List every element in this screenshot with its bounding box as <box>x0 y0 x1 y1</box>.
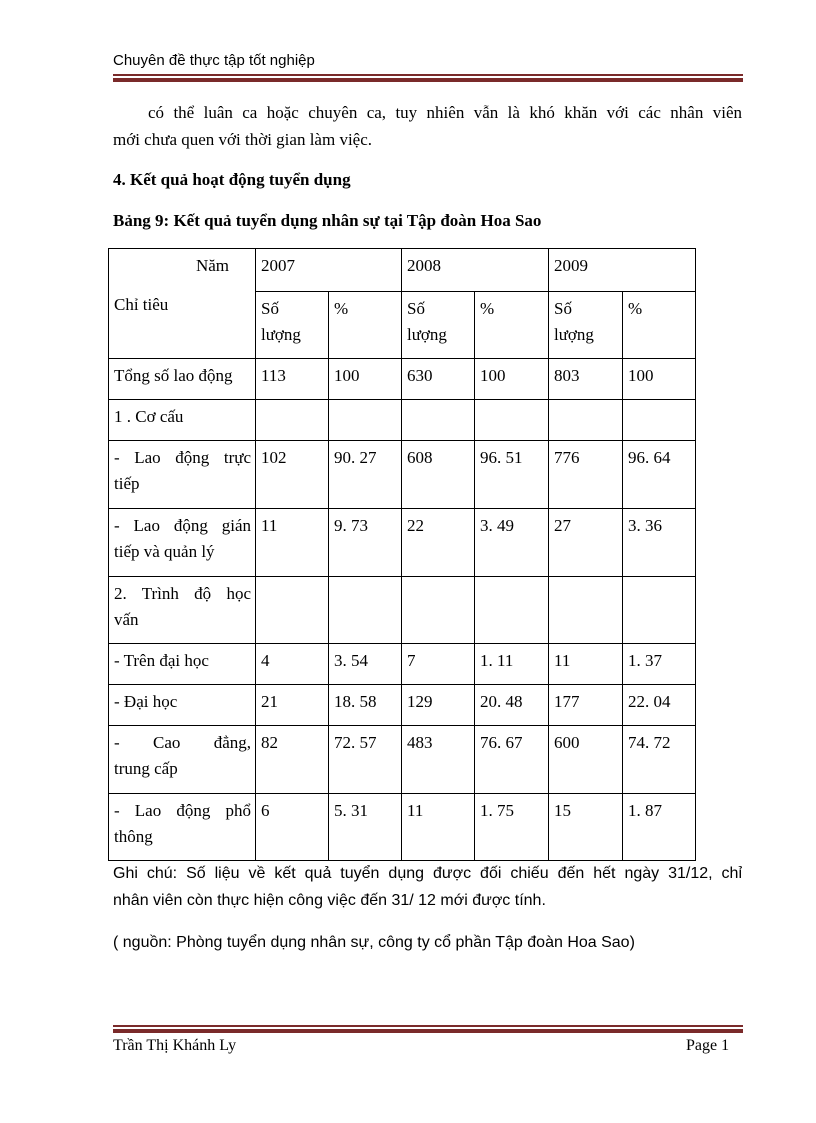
table-title: Bảng 9: Kết quả tuyển dụng nhân sự tại Tập đoàn Hoa Sao <box>113 211 542 230</box>
row-label: - Lao động gián tiếp và quản lý <box>109 509 256 577</box>
table-cell: 21 <box>256 685 329 726</box>
footer-author: Trần Thị Khánh Ly <box>113 1037 237 1054</box>
table-cell <box>329 400 402 441</box>
table-cell: 100 <box>329 359 402 400</box>
table-cell: 90. 27 <box>329 441 402 509</box>
count-subheader: Số lượng <box>256 291 329 358</box>
table-cell: 72. 57 <box>329 726 402 794</box>
row-label: Tổng số lao động <box>109 359 256 400</box>
row-label: 2. Trình độ học vấn <box>109 577 256 644</box>
table-cell <box>475 400 549 441</box>
table-cell: 1. 11 <box>475 644 549 685</box>
table-cell <box>475 577 549 644</box>
table-cell: 113 <box>256 359 329 400</box>
table-cell: 22 <box>402 509 475 577</box>
table-cell: 483 <box>402 726 475 794</box>
percent-subheader: % <box>329 291 402 358</box>
table-row <box>109 577 696 644</box>
table-cell <box>623 577 696 644</box>
intro-line-1: có thể luân ca hoặc chuyên ca, tuy nhiên vẫn là khó khăn với các nhân viên <box>148 103 742 122</box>
page-number: Page 1 <box>686 1037 730 1054</box>
table-cell <box>549 577 623 644</box>
header-rule <box>113 74 743 82</box>
table-cell: 1. 87 <box>623 794 696 861</box>
row-label: - Cao đẳng, trung cấp <box>109 726 256 794</box>
note-line-2: nhân viên còn thực hiện công việc đến 31/ 12 mới được tính. <box>113 892 546 909</box>
table-cell <box>256 577 329 644</box>
table-cell: 3. 49 <box>475 509 549 577</box>
section-heading: 4. Kết quả hoạt động tuyển dụng <box>113 170 351 189</box>
table-cell: 100 <box>623 359 696 400</box>
table-cell: 76. 67 <box>475 726 549 794</box>
table-cell: 630 <box>402 359 475 400</box>
table-row <box>109 644 696 685</box>
table-cell: 776 <box>549 441 623 509</box>
row-label: 1 . Cơ cấu <box>109 400 256 441</box>
table-row <box>109 794 696 861</box>
intro-paragraph <box>113 99 742 153</box>
table-cell: 18. 58 <box>329 685 402 726</box>
table-row <box>109 400 696 441</box>
table-cell <box>402 577 475 644</box>
year-header: 2009 <box>549 249 696 292</box>
table-row <box>109 441 696 509</box>
percent-subheader: % <box>623 291 696 358</box>
corner-indicator-label: Chỉ tiêu <box>114 295 169 314</box>
table-cell: 803 <box>549 359 623 400</box>
footer-rule <box>113 1025 743 1033</box>
table-cell: 82 <box>256 726 329 794</box>
table-cell <box>623 400 696 441</box>
table-cell: 100 <box>475 359 549 400</box>
percent-subheader: % <box>475 291 549 358</box>
table-cell: 6 <box>256 794 329 861</box>
note-line-1: Ghi chú: Số liệu về kết quả tuyển dụng được đối chiếu đến hết ngày 31/12, chỉ <box>113 865 742 882</box>
table-cell <box>256 400 329 441</box>
table-cell: 27 <box>549 509 623 577</box>
table-cell: 11 <box>549 644 623 685</box>
table-cell: 3. 54 <box>329 644 402 685</box>
table-corner-cell <box>109 249 256 359</box>
table-note <box>113 860 742 914</box>
table-cell: 129 <box>402 685 475 726</box>
source-citation: ( nguồn: Phòng tuyển dụng nhân sự, công ty cổ phần Tập đoàn Hoa Sao) <box>113 934 635 951</box>
table-cell: 5. 31 <box>329 794 402 861</box>
corner-year-label: Năm <box>195 256 229 275</box>
table-row <box>109 726 696 794</box>
table-cell: 74. 72 <box>623 726 696 794</box>
table-cell <box>402 400 475 441</box>
table-cell: 96. 51 <box>475 441 549 509</box>
table-cell: 20. 48 <box>475 685 549 726</box>
table-row <box>109 509 696 577</box>
year-header: 2008 <box>402 249 549 292</box>
table-cell: 11 <box>402 794 475 861</box>
table-cell: 102 <box>256 441 329 509</box>
table-cell <box>549 400 623 441</box>
table-cell: 7 <box>402 644 475 685</box>
row-label: - Đại học <box>109 685 256 726</box>
table-cell: 4 <box>256 644 329 685</box>
count-subheader: Số lượng <box>402 291 475 358</box>
row-label: - Lao động phổ thông <box>109 794 256 861</box>
row-label: - Lao động trực tiếp <box>109 441 256 509</box>
table-cell: 9. 73 <box>329 509 402 577</box>
table-cell: 600 <box>549 726 623 794</box>
table-cell: 177 <box>549 685 623 726</box>
table-cell: 15 <box>549 794 623 861</box>
recruitment-table <box>108 248 696 861</box>
intro-line-2: mới chưa quen với thời gian làm việc. <box>113 130 373 149</box>
row-label: - Trên đại học <box>109 644 256 685</box>
table-cell: 3. 36 <box>623 509 696 577</box>
table-row <box>109 359 696 400</box>
table-cell: 608 <box>402 441 475 509</box>
running-header: Chuyên đề thực tập tốt nghiệp <box>113 52 315 69</box>
year-header: 2007 <box>256 249 402 292</box>
count-subheader: Số lượng <box>549 291 623 358</box>
table-cell: 1. 75 <box>475 794 549 861</box>
table-row <box>109 685 696 726</box>
table-cell: 96. 64 <box>623 441 696 509</box>
table-cell: 1. 37 <box>623 644 696 685</box>
table-cell <box>329 577 402 644</box>
table-cell: 11 <box>256 509 329 577</box>
table-cell: 22. 04 <box>623 685 696 726</box>
